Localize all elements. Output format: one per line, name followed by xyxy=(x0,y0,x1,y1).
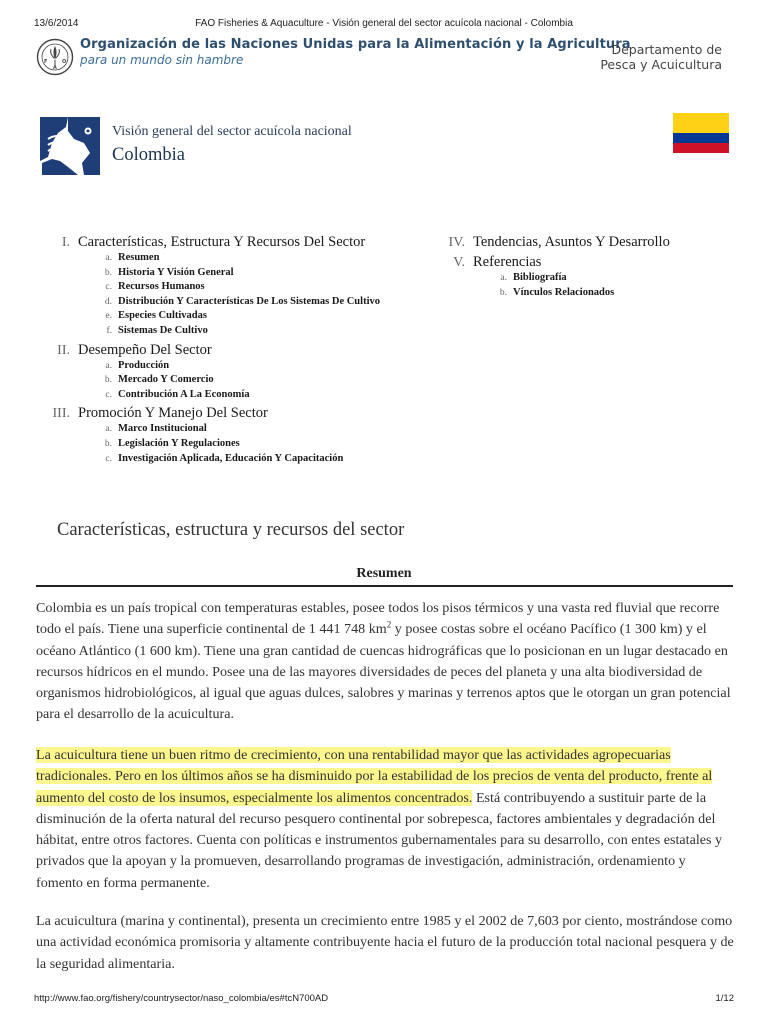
toc-item[interactable] xyxy=(50,267,440,282)
toc-item-letter: b. xyxy=(104,267,112,278)
heading-divider xyxy=(36,585,733,587)
toc-link-produccion[interactable]: Producción xyxy=(118,359,170,371)
paragraph-growth-text: Está contribuyendo a sustituir parte de la disminución de la oferta natural del recurso pesquero continental por sobrepesca, factores ambientales y degradación del hábitat, entre otros factores. Cuenta con políticas e instrumentos gubernamentales para su desarrollo, con entes estatales y privados que la apoyan y la promueven, desarrollando programas de investigación, administración, ordenamiento y fomento en forma permanente. xyxy=(36,789,723,891)
toc-section-number: IV. xyxy=(448,235,465,250)
km-superscript: 2 xyxy=(386,619,392,630)
toc-item[interactable] xyxy=(50,325,440,340)
toc-section-title[interactable]: Características, Estructura Y Recursos Del Sector xyxy=(78,234,366,250)
toc-right-column xyxy=(445,234,745,301)
flag-yellow-band xyxy=(673,113,729,133)
print-url: http://www.fao.org/fishery/countrysector/naso_colombia/es#tcN700AD xyxy=(34,993,329,1004)
toc-link-contribucion[interactable]: Contribución A La Economía xyxy=(118,388,250,400)
toc-section-number: III. xyxy=(52,406,70,422)
toc-section-title[interactable]: Referencias xyxy=(473,254,542,270)
toc-link-historia[interactable]: Historia Y Visión General xyxy=(118,266,234,278)
toc-item-letter: a. xyxy=(105,360,112,371)
toc-section-number: I. xyxy=(61,235,70,250)
toc-link-resumen[interactable]: Resumen xyxy=(118,252,160,263)
toc-item-letter: a. xyxy=(500,273,507,283)
org-tagline: para un mundo sin hambre xyxy=(80,53,244,67)
resumen-heading: Resumen xyxy=(356,566,412,581)
country-profile-logo xyxy=(38,113,102,177)
paragraph-production: La acuicultura (marina y continental), presenta un crecimiento entre 1985 y el 2002 de 7,603 por ciento, mostrándose como una actividad económica promisoria y altamente contribuyente hacia el futuro de la producción total nacional pesquera y de la seguridad alimentaria. xyxy=(36,913,734,972)
toc-item[interactable] xyxy=(50,374,440,389)
toc-item-letter: b. xyxy=(499,287,507,298)
paragraph-intro-text-a: Colombia es un país tropical con temperaturas estables, posee todos los pisos térmicos y una vasta red fluvial que recorre todo el país. Tiene una superficie continental de 1 441 748 km xyxy=(36,600,720,638)
page-subtitle: Visión general del sector acuícola nacional xyxy=(112,124,352,139)
print-date: 13/6/2014 xyxy=(34,18,79,29)
section-heading: Características, estructura y recursos del sector xyxy=(57,520,405,540)
page-title: Colombia xyxy=(112,145,185,165)
flag-blue-band xyxy=(673,133,729,143)
toc-link-marco[interactable]: Marco Institucional xyxy=(118,423,207,435)
toc-link-recursos-humanos[interactable]: Recursos Humanos xyxy=(118,281,205,293)
toc-item-letter: a. xyxy=(105,253,112,263)
toc-link-investigacion[interactable]: Investigación Aplicada, Educación Y Capacitación xyxy=(118,452,344,464)
fao-logo-letter-o: O xyxy=(62,59,67,65)
toc-item-letter: c. xyxy=(105,282,112,293)
toc-section[interactable] xyxy=(445,254,745,272)
toc-section[interactable] xyxy=(50,234,440,252)
toc-item[interactable] xyxy=(50,453,440,468)
print-title: FAO Fisheries & Aquaculture - Visión general del sector acuícola nacional - Colombia xyxy=(195,18,573,29)
org-name[interactable]: Organización de las Naciones Unidas para la Alimentación y la Agricultura xyxy=(80,37,631,52)
highlighted-text: La acuicultura tiene un buen ritmo de crecimiento, con una rentabilidad mayor que las actividades agropecuarias tradicionales. Pero en los últimos años se ha disminuido por la estabilidad de los precios de venta del producto, frente al aumento del costo de los insumos, especialmente los alimentos concentrados. xyxy=(36,747,713,806)
toc-item-letter: b. xyxy=(104,438,112,449)
paragraph-intro xyxy=(36,598,736,726)
toc-item[interactable] xyxy=(50,281,440,296)
toc-item[interactable] xyxy=(445,272,745,287)
toc-item[interactable] xyxy=(50,296,440,311)
toc-section[interactable] xyxy=(50,342,440,360)
toc-link-especies[interactable]: Especies Cultivadas xyxy=(118,310,207,322)
toc-link-bibliografia[interactable]: Bibliografía xyxy=(513,272,567,283)
toc-item[interactable] xyxy=(50,423,440,438)
toc-item-letter: b. xyxy=(104,375,112,386)
paragraph-growth xyxy=(36,745,736,894)
toc-item-letter: c. xyxy=(105,389,112,400)
toc-item-letter: d. xyxy=(104,296,112,307)
toc-section-number: V. xyxy=(453,255,465,270)
toc-item-letter: f. xyxy=(106,325,112,336)
toc-section-title[interactable]: Tendencias, Asuntos Y Desarrollo xyxy=(473,234,670,250)
toc-item[interactable] xyxy=(50,252,440,267)
paragraph-intro-text-b: y posee costas sobre el océano Pacífico (1 300 km) y el océano Atlántico (1 600 km). Tiene una gran cantidad de cuencas hidrográficas que lo posicionan en un lugar destacado en recursos hídricos en el mundo. Posee una de las mayores diversidades de peces del planeta y una alta biodiversidad de organismos hidrobiológicos, al igual que aguas dulces, salobres y marinas y terrenos aptos que le otorgan un gran potencial para el desarrollo de la acuicultura. xyxy=(36,621,731,723)
toc-item-letter: a. xyxy=(105,424,112,435)
toc-item[interactable] xyxy=(445,287,745,302)
fao-logo-letter-a: A xyxy=(53,65,57,71)
toc-link-vinculos[interactable]: Vínculos Relacionados xyxy=(513,286,615,298)
colombia-flag xyxy=(673,113,729,153)
department-name[interactable]: Departamento de Pesca y Acuicultura xyxy=(600,42,722,72)
print-page-number: 1/12 xyxy=(715,993,734,1004)
toc-item-letter: c. xyxy=(105,453,112,464)
toc-item[interactable] xyxy=(50,389,440,404)
toc-section-title[interactable]: Desempeño Del Sector xyxy=(78,341,212,358)
toc-left-column xyxy=(50,234,440,467)
fao-logo-letter-f: F xyxy=(44,59,48,65)
toc-link-legislacion[interactable]: Legislación Y Regulaciones xyxy=(118,437,240,449)
toc-section-title[interactable]: Promoción Y Manejo Del Sector xyxy=(78,405,268,422)
fao-logo[interactable] xyxy=(36,38,74,76)
print-header xyxy=(34,18,734,32)
toc-item-letter: e. xyxy=(105,311,112,322)
toc-section[interactable] xyxy=(50,405,440,423)
print-footer xyxy=(34,993,734,1007)
toc-section-number: II. xyxy=(57,342,70,358)
toc-section[interactable] xyxy=(445,234,745,252)
toc-link-sistemas[interactable]: Sistemas De Cultivo xyxy=(118,324,208,336)
toc-link-mercado[interactable]: Mercado Y Comercio xyxy=(118,374,214,386)
flag-red-band xyxy=(673,143,729,153)
toc-link-distribucion[interactable]: Distribución Y Características De Los Sistemas De Cultivo xyxy=(118,295,380,307)
toc-item[interactable] xyxy=(50,360,440,375)
toc-item[interactable] xyxy=(50,438,440,453)
toc-item[interactable] xyxy=(50,310,440,325)
